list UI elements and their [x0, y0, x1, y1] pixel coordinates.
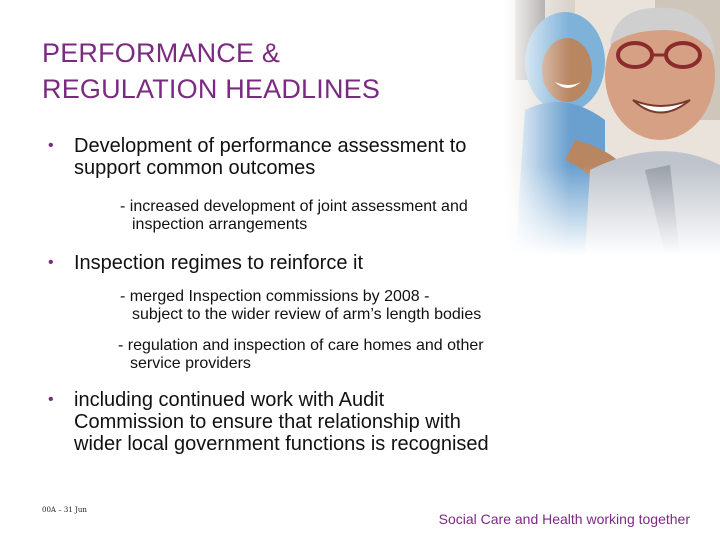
bullet-line: support common outcomes [74, 157, 316, 179]
sub-bullet-line: - increased development of joint assessment and [120, 198, 468, 215]
sub-bullet-line: inspection arrangements [132, 216, 308, 233]
header-photo [505, 0, 720, 255]
sub-bullet-item [120, 198, 468, 234]
footer-reference: 00A – 31 Jun [42, 506, 87, 514]
bullet-line: Commission to ensure that relationship with [74, 411, 461, 433]
slide-title-line-1: PERFORMANCE & [42, 38, 281, 68]
sub-bullet-line: service providers [130, 355, 251, 372]
bullet-line: wider local government functions is recognised [74, 433, 489, 455]
sub-bullet-item [120, 288, 481, 324]
slide-title-line-2: REGULATION HEADLINES [42, 74, 381, 104]
bullet-dot-icon: • [48, 254, 54, 271]
bullet-line: Inspection regimes to reinforce it [74, 252, 364, 274]
bullet-line: including continued work with Audit [74, 389, 385, 411]
sub-bullet-line: - regulation and inspection of care homes and other [118, 337, 484, 354]
bullet-dot-icon: • [48, 391, 54, 408]
bullet-text [74, 252, 634, 274]
sub-bullet-line: subject to the wider review of arm’s length bodies [132, 306, 482, 323]
footer-tagline: Social Care and Health working together [438, 511, 690, 527]
bullet-dot-icon: • [48, 137, 54, 154]
slide-title [42, 35, 380, 107]
bullet-text [74, 389, 634, 455]
sub-bullet-line: - merged Inspection commissions by 2008 - [120, 288, 430, 305]
sub-bullet-item [118, 337, 484, 373]
bullet-line: Development of performance assessment to [74, 135, 467, 157]
bullet-text [74, 135, 634, 179]
